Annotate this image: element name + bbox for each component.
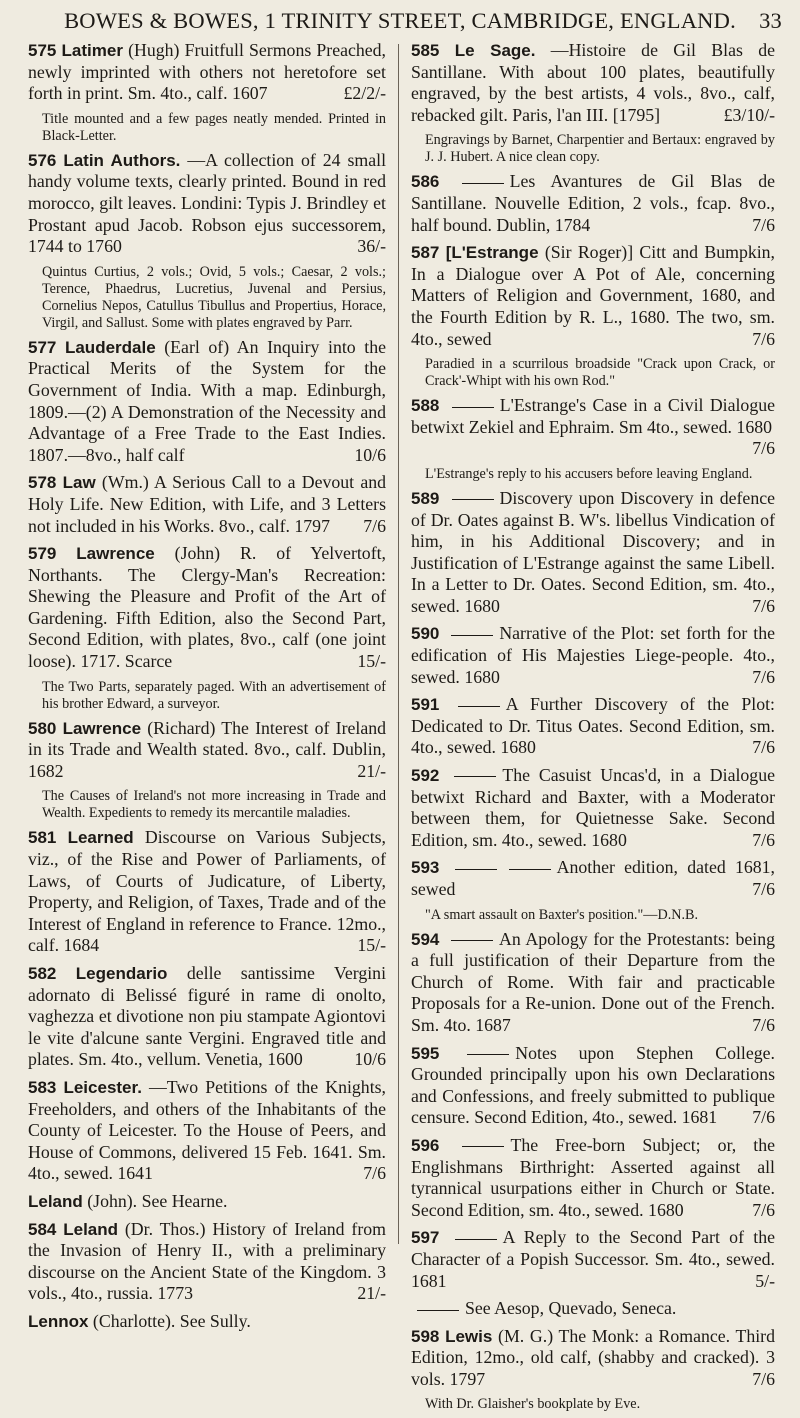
entry-number: 587 — [411, 243, 440, 263]
entry-note: The Two Parts, separately paged. With an advertisement of his brother Edward, a surveyor. — [42, 678, 386, 712]
catalogue-entry — [411, 242, 775, 350]
ditto-dash — [451, 635, 493, 636]
entry-price: 7/6 — [363, 515, 386, 536]
entry-text: A Reply to the Second Part of the Character of a Popish Successor. Sm. 4to., sewed. 1681 — [411, 1227, 775, 1291]
entry-price: 7/6 — [752, 879, 775, 899]
entry-text: delle santissime Vergini adornato di Belissé figuré in rame di onolto, vaghezza et divotione non piu stampate Agiontovi le vite d'alcune sante Vergini. Engraved title and plates. Sm. 4to., vellum. Venetia, 1600 — [28, 963, 387, 1070]
entry-text: Discourse on Various Subjects, viz., of the Rise and Power of Parliaments, of Laws, of Courts of Judicature, of Liberty, Property, and Religion, of Taxes, Trade and of the Interest of England in reference to France. 12mo., calf. 1684 — [28, 827, 387, 956]
catalogue-entry — [411, 857, 775, 900]
ditto-dash — [455, 1239, 497, 1240]
catalogue-entry — [411, 765, 775, 851]
entry-author: [L'Estrange — [445, 243, 539, 263]
entry-author: Legendario — [75, 964, 168, 983]
entry-price: £3/10/- — [723, 104, 775, 125]
entry-price: 10/6 — [354, 1049, 386, 1070]
entry-text: (John). See Hearne. — [87, 1190, 228, 1211]
entry-number: 598 — [411, 1326, 440, 1346]
entry-text: Les Avantures de Gil Blas de Santillane. Nouvelle Edition, 2 vols., fcap. 8vo., half bound. Dublin, 1784 — [411, 171, 775, 235]
ditto-dash — [455, 869, 497, 870]
catalogue-entry — [411, 171, 775, 236]
entry-price: 36/- — [357, 236, 386, 257]
entry-price: 15/- — [357, 651, 386, 672]
catalogue-entry — [411, 488, 775, 618]
entry-text: (Wm.) A Serious Call to a Devout and Holy Life. New Edition, with Life, and 3 Letters not included in his Works. 8vo., calf. 1797 — [28, 472, 386, 536]
entry-author: Learned — [67, 828, 134, 848]
entry-number: 578 — [28, 473, 57, 493]
ditto-dash — [462, 1146, 504, 1147]
catalogue-entry — [411, 1326, 775, 1391]
entry-text: (John) R. of Yelvertoft, Northants. The Clergy-Man's Recreation: Shewing the Pleasure and Profit of the Art of Gardening. Fifth Edition, also the Second Part, Second Edition, with plates, 8vo., calf (one joint loose). 1717. Scarce — [28, 543, 387, 672]
entry-text: (Earl of) An Inquiry into the Practical Merits of the System for the Government of India. With a map. Edinburgh, 1809.—(2) A Demonstration of the Necessity and Advantage of a Free Trade to the East Indies. 1807.—8vo., half calf — [28, 336, 386, 465]
entry-text: (Charlotte). See Sully. — [92, 1310, 251, 1331]
entry-text: Another edition, dated 1681, sewed — [411, 857, 775, 899]
entry-number: 591 — [411, 695, 440, 715]
catalogue-entry — [28, 1219, 386, 1305]
entry-price: 7/6 — [752, 438, 775, 459]
entry-price: 7/6 — [752, 214, 775, 235]
entry-number: 594 — [411, 929, 440, 949]
entry-author: Lawrence — [76, 544, 155, 564]
entry-text: The Casuist Uncas'd, in a Dialogue betwixt Richard and Baxter, with a Moderator between them, for Quietnesse Sake. Second Edition, sm. 4to., sewed. 1680 — [411, 765, 775, 850]
entry-text: Narrative of the Plot: set forth for the edification of His Majesties Liege-people. 4to., sewed. 1680 — [411, 623, 775, 687]
ditto-dash — [417, 1310, 459, 1311]
catalogue-entry — [411, 395, 775, 460]
entry-number: 575 — [28, 41, 57, 60]
entry-price: 7/6 — [363, 1163, 386, 1184]
entry-number: 597 — [411, 1228, 440, 1248]
entry-price: 7/6 — [752, 737, 775, 758]
entry-number: 585 — [411, 41, 440, 60]
entry-number: 595 — [411, 1043, 440, 1063]
catalogue-entry — [411, 1298, 775, 1320]
entry-text: —Two Petitions of the Knights, Freeholders, and others of the Inhabitants of the County of Leicester. To the House of Peers, and House of Commons, delivered 15 Feb. 1641. Sm. 4to., sewed. 1641 — [28, 1076, 387, 1184]
entry-note: Engravings by Barnet, Charpentier and Bertaux: engraved by J. J. Hubert. A nice clean copy. — [425, 132, 775, 166]
catalogue-entry — [411, 623, 775, 688]
entry-price: 21/- — [357, 1283, 386, 1304]
ditto-dash — [452, 407, 494, 408]
entry-text: (Hugh) Fruitfull Sermons Preached, newly imprinted with others not heretofore set forth in print. Sm. 4to., calf. 1607 — [28, 40, 387, 104]
entry-text: An Apology for the Protestants: being a full justification of their Departure from the Church of Rome. With fair and practicable Proposals for a Re-union. Done out of the French. Sm. 4to. 1687 — [411, 928, 775, 1035]
entry-number: 586 — [411, 172, 440, 192]
entry-author: Leicester. — [63, 1077, 142, 1097]
entry-price: 7/6 — [752, 1014, 775, 1035]
entry-number: 576 — [28, 150, 57, 170]
entry-price: 7/6 — [752, 595, 775, 616]
entry-note: "A smart assault on Baxter's position."—D.N.B. — [425, 906, 699, 923]
entry-text: —A collection of 24 small handy volume texts, clearly printed. Bound in red morocco, gilt leaves. Londini: Typis J. Brindley et Prostant apud Jacob. Robson ejus successorem, 1744 to 1760 — [28, 149, 387, 257]
entry-text: (Dr. Thos.) History of Ireland from the Invasion of Henry II., with a preliminary discourse on the Ancient State of the Kingdom. 3 vols., 4to., russia. 1773 — [28, 1218, 386, 1304]
right-column — [411, 40, 775, 1418]
column-divider — [398, 44, 399, 1244]
catalogue-entry — [411, 694, 775, 759]
ditto-dash — [454, 776, 496, 777]
entry-number: 581 — [28, 828, 57, 848]
entry-note: The Causes of Ireland's not more increasing in Trade and Wealth. Expedients to remedy its mercantile maladies. — [42, 788, 386, 822]
catalogue-entry — [28, 150, 386, 258]
entry-text: —Histoire de Gil Blas de Santillane. With about 100 plates, beautifully engraved, by the best artists, 4 vols., 8vo., calf, rebacked gilt. Paris, l'an III. [1795] — [411, 40, 775, 125]
catalogue-entry — [28, 543, 386, 673]
catalogue-entry — [28, 1077, 386, 1185]
entry-number: 590 — [411, 624, 440, 644]
entry-price: 21/- — [357, 760, 386, 781]
entry-note: Title mounted and a few pages neatly mended. Printed in Black-Letter. — [42, 110, 386, 144]
entry-price: 7/6 — [752, 1107, 775, 1128]
entry-price: 5/- — [755, 1270, 775, 1291]
entry-note: Quintus Curtius, 2 vols.; Ovid, 5 vols.; Caesar, 2 vols.; Terence, Phaedrus, Lucretius, Juvenal and Persius, Cornelius Nepos, Catullus Tibullus and Propertius, Horace, Virgil, and Sallust. Some with plates engraved by Parr. — [42, 263, 386, 331]
entry-author: Lewis — [445, 1326, 493, 1346]
page-number: 33 — [759, 8, 782, 33]
ditto-dash — [462, 183, 504, 184]
entry-author: Law — [62, 473, 96, 493]
ditto-dash — [451, 940, 493, 941]
entry-note: Paradied in a scurrilous broadside "Crack upon Crack, or Crack'-Whipt with his own Rod." — [425, 356, 775, 390]
header-title: BOWES & BOWES, 1 TRINITY STREET, CAMBRIDGE, ENGLAND. — [64, 8, 736, 33]
entry-author: Latin Authors. — [63, 150, 181, 170]
catalogue-entry — [28, 1191, 386, 1213]
left-column — [28, 40, 386, 1339]
entry-text: (M. G.) The Monk: a Romance. Third Edition, 12mo., old calf, (shabby and cracked). 3 vols. 1797 — [411, 1325, 775, 1389]
entry-author: Leland — [28, 1191, 83, 1211]
ditto-dash — [452, 499, 494, 500]
entry-number: 584 — [28, 1219, 57, 1239]
entry-price: 7/6 — [752, 666, 775, 687]
entry-price: 7/6 — [752, 1368, 775, 1389]
entry-number: 583 — [28, 1077, 57, 1097]
catalogue-entry — [28, 1311, 386, 1333]
catalogue-entry — [411, 1135, 775, 1221]
catalogue-entry — [28, 963, 386, 1071]
entry-note: L'Estrange's reply to his accusers before leaving England. — [425, 465, 753, 482]
catalogue-entry — [28, 472, 386, 537]
entry-text: (Richard) The Interest of Ireland in its Trade and Wealth stated. 8vo., calf. Dublin, 1682 — [28, 717, 387, 781]
entry-number: 593 — [411, 858, 440, 878]
entry-text: (Sir Roger)] Citt and Bumpkin, In a Dialogue over A Pot of Ale, concerning Matters of Religion and Government, 1680, and the Fourth Edition by R. L., 1680. The two, sm. 4to., sewed — [411, 242, 776, 349]
entry-price: £2/2/- — [343, 83, 386, 104]
page-header — [0, 8, 800, 38]
catalogue-entry — [28, 718, 386, 783]
entry-author: Le Sage. — [454, 41, 536, 60]
entry-author: Lauderdale — [64, 337, 156, 357]
catalogue-entry — [411, 1227, 775, 1292]
entry-author: Lennox — [28, 1311, 89, 1331]
entry-text: A Further Discovery of the Plot: Dedicated to Dr. Titus Oates. Second Edition, sm. 4to., sewed. 1680 — [411, 694, 775, 758]
catalogue-entry — [411, 1043, 775, 1129]
entry-text: See Aesop, Quevado, Seneca. — [465, 1298, 677, 1319]
ditto-dash — [467, 1054, 509, 1055]
catalogue-entry — [28, 337, 386, 467]
entry-author: Latimer — [61, 41, 123, 60]
entry-price: 7/6 — [752, 328, 775, 349]
entry-number: 592 — [411, 766, 440, 786]
entry-price: 7/6 — [752, 1199, 775, 1220]
entry-text: L'Estrange's Case in a Civil Dialogue betwixt Zekiel and Ephraim. Sm 4to., sewed. 1680 — [411, 395, 775, 437]
ditto-dash — [458, 706, 500, 707]
entry-number: 596 — [411, 1135, 440, 1155]
catalogue-entry — [28, 827, 386, 957]
entry-text: Discovery upon Discovery in defence of Dr. Oates against B. W's. libellus Vindication of him, in his Additional Discovery; and in Justification of L'Estrange against the same Libell. In a Letter to Dr. Oates. Second Edition, sm. 4to., sewed. 1680 — [411, 487, 775, 616]
entry-number: 582 — [28, 964, 57, 983]
entry-note: With Dr. Glaisher's bookplate by Eve. — [425, 1396, 641, 1413]
entry-author: Leland — [63, 1219, 119, 1239]
entry-text: The Free-born Subject; or, the Englishmans Birthright: Asserted against all tyrannical usurpations either in Church or State. Second Edition, sm. 4to., sewed. 1680 — [411, 1134, 776, 1220]
ditto-dash — [509, 869, 551, 870]
entry-price: 10/6 — [354, 444, 386, 465]
catalogue-entry — [411, 929, 775, 1037]
entry-number: 579 — [28, 544, 57, 564]
entry-price: 7/6 — [752, 829, 775, 850]
catalogue-entry — [411, 40, 775, 126]
entry-text: Notes upon Stephen College. Grounded principally upon his own Declarations and Confessions, and freely submitted to publique censure. Second Edition, 4to., sewed. 1681 — [411, 1042, 775, 1128]
catalogue-entry — [28, 40, 386, 105]
entry-author: Lawrence — [62, 718, 142, 738]
entry-number: 588 — [411, 396, 440, 416]
entry-price: 15/- — [357, 935, 386, 956]
entry-number: 580 — [28, 718, 57, 738]
entry-number: 589 — [411, 488, 440, 508]
entry-number: 577 — [28, 337, 57, 357]
